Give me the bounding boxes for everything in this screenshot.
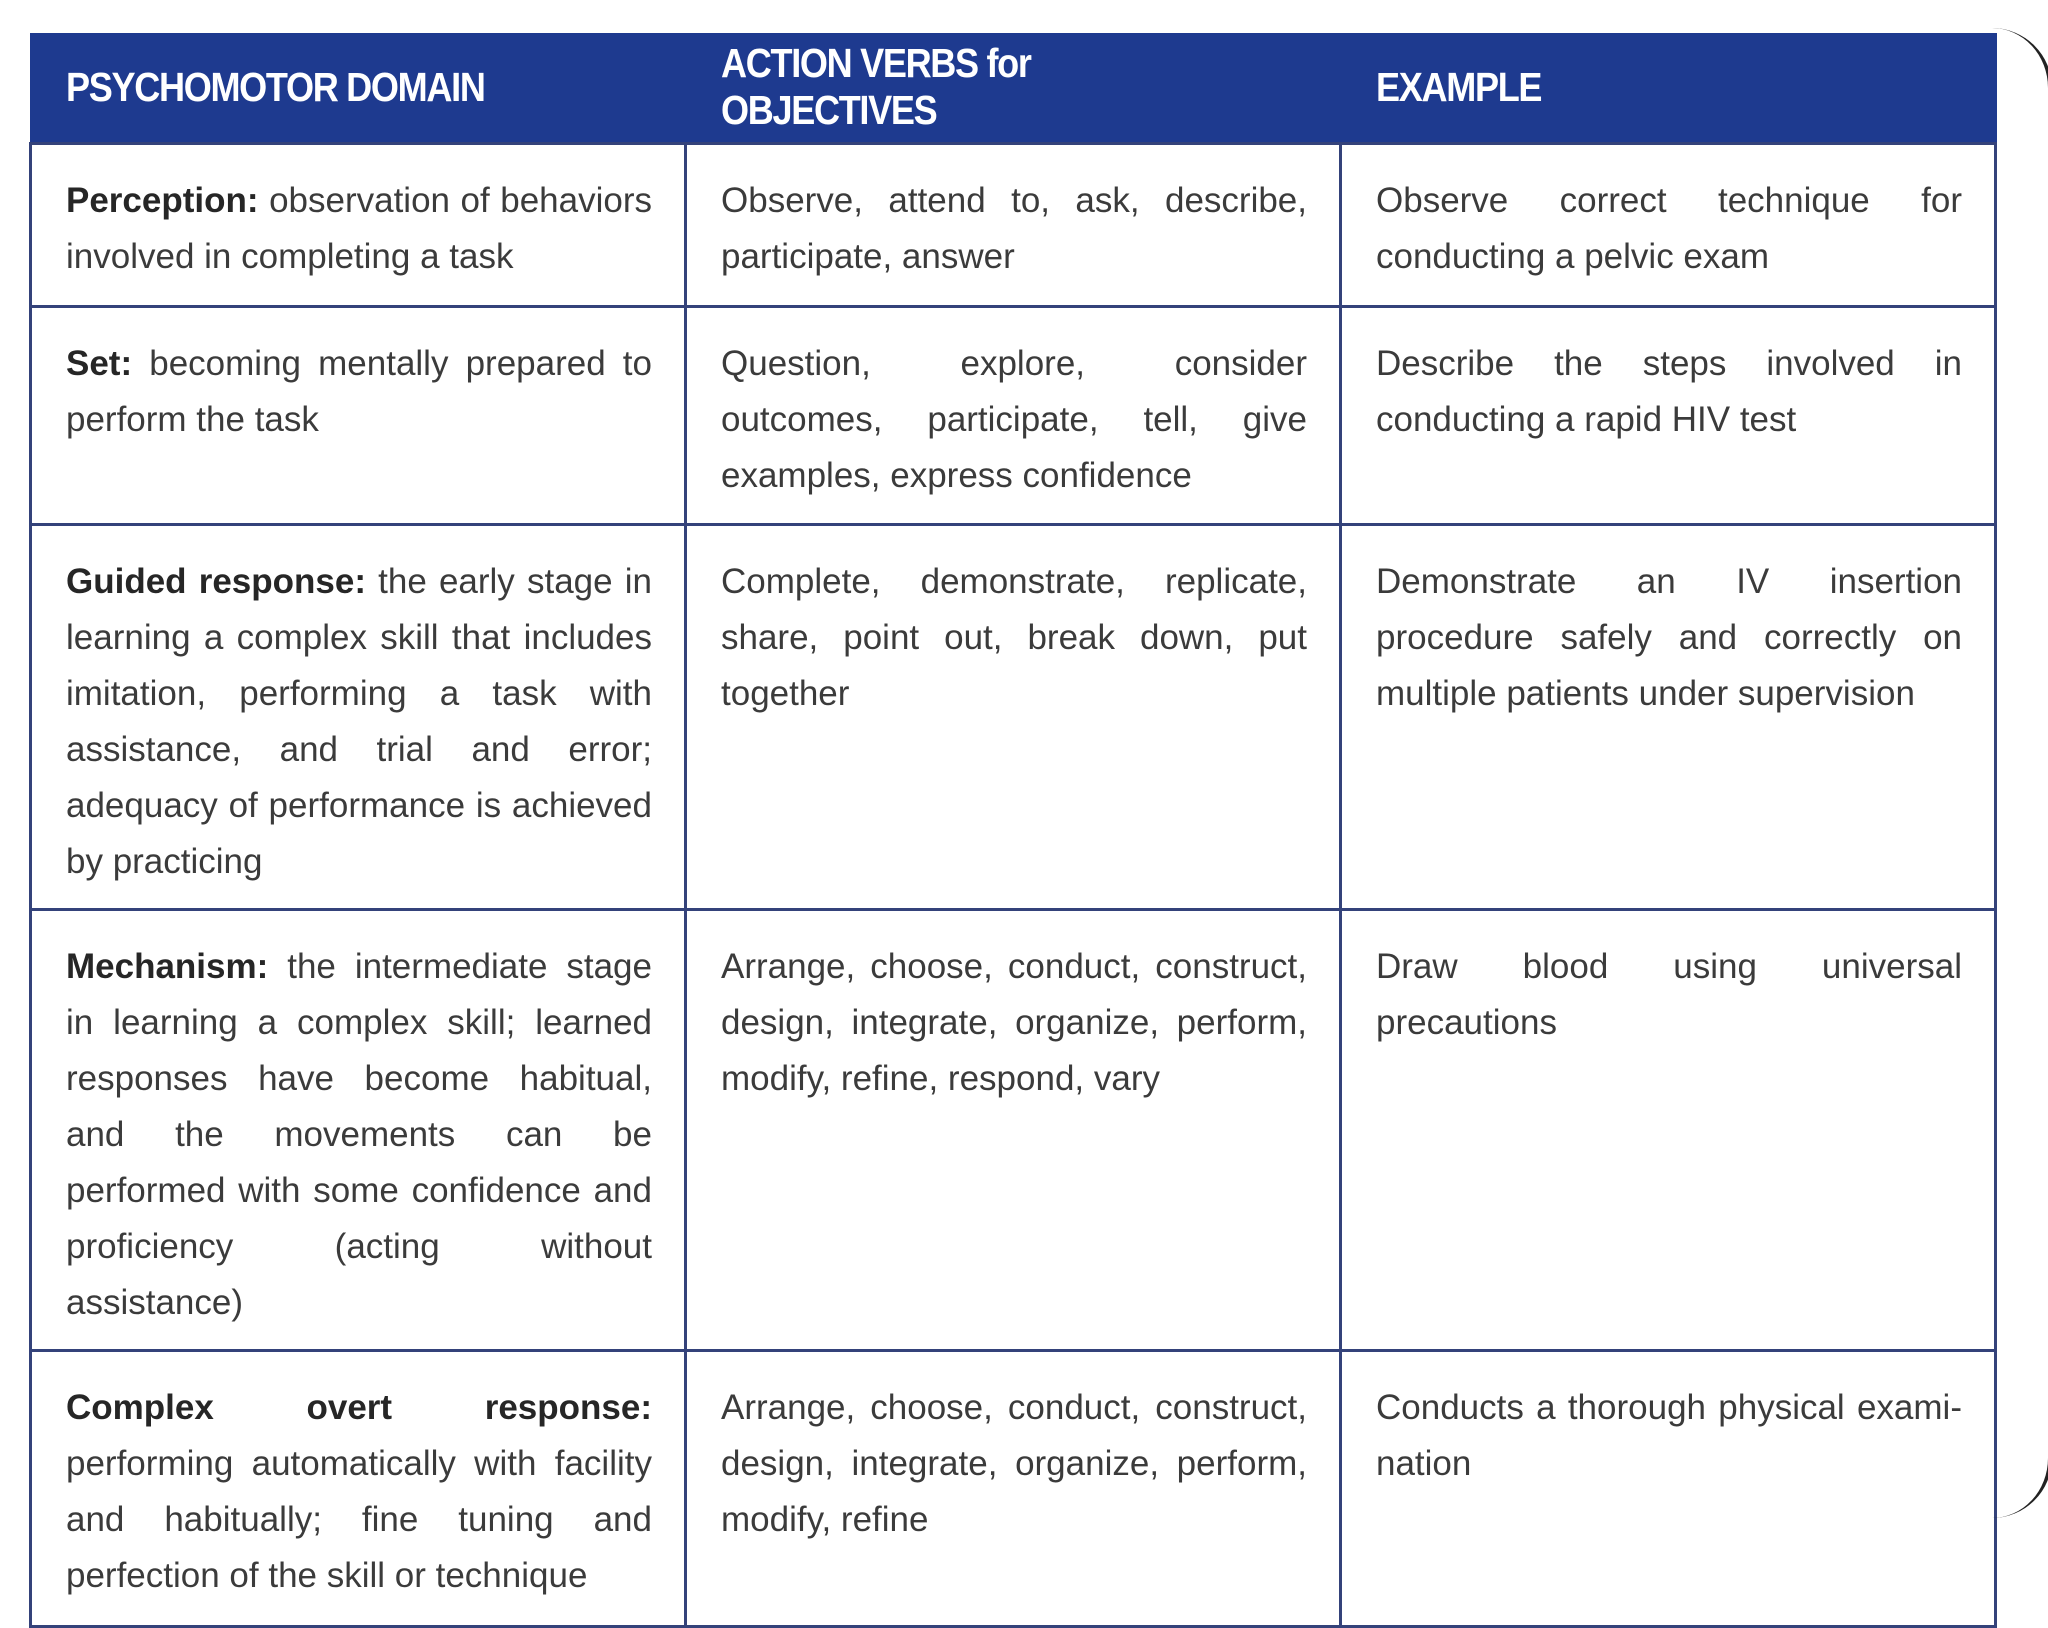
table-body [31,143,1996,1626]
table-row-complex-overt-response [31,1350,1996,1626]
example-cell: Draw blood using universal precautions [1341,909,1996,1350]
domain-definition: the early stage in learning a complex skill that includes imitation, performing a task with assistance, and trial and error; adequacy of performance is achieved by practicing [66,561,652,881]
example-cell: Demonstrate an IV insertion procedure safely and correctly on multiple patients under supervision [1341,524,1996,909]
domain-term: Guided response: [66,561,366,601]
domain-cell [31,143,686,306]
verbs-cell: Complete, demonstrate, replicate, share, point out, break down, put together [686,524,1341,909]
table-row-perception [31,143,1996,306]
domain-cell [31,909,686,1350]
example-cell: Observe correct technique for conducting a pelvic exam [1341,143,1996,306]
table-row-set [31,306,1996,524]
verbs-cell: Arrange, choose, conduct, construct, design, integrate, organize, perform, modify, refine, respond, vary [686,909,1341,1350]
domain-cell [31,1350,686,1626]
example-cell: Conducts a thorough physical examination [1341,1350,1996,1626]
table-header [31,33,1996,143]
verbs-cell: Arrange, choose, conduct, construct, design, integrate, organize, perform, modify, refine [686,1350,1341,1626]
verbs-cell: Observe, attend to, ask, describe, participate, answer [686,143,1341,306]
domain-cell [31,524,686,909]
domain-cell [31,306,686,524]
header-psychomotor-domain: PSYCHOMOTOR DOMAIN [31,33,686,143]
domain-definition: performing automatically with facility and habitually; fine tuning and perfection of the skill or technique [66,1443,652,1595]
domain-term: Complex overt response: [66,1387,652,1427]
header-example: EXAMPLE [1341,33,1996,143]
domain-definition: the intermediate stage in learning a complex skill; learned responses have become habitual, and the movements can be performed with some confidence and proficiency (acting without assistance) [66,946,652,1322]
psychomotor-domain-table-wrapper [29,33,1994,1628]
verbs-cell: Question, explore, consider outcomes, participate, tell, give examples, express confidence [686,306,1341,524]
domain-definition: observation of behaviors involved in completing a task [66,180,652,276]
table-row-mechanism [31,909,1996,1350]
header-row [31,33,1996,143]
domain-term: Mechanism: [66,946,269,986]
domain-definition: becoming mentally prepared to perform the task [66,343,652,439]
domain-term: Perception: [66,180,259,220]
example-cell: Describe the steps involved in conducting a rapid HIV test [1341,306,1996,524]
table-row-guided-response [31,524,1996,909]
psychomotor-domain-table [29,33,1997,1628]
header-action-verbs: ACTION VERBS for OBJECTIVES [686,33,1341,143]
domain-term: Set: [66,343,133,383]
decorative-bracket [1992,28,2048,1518]
